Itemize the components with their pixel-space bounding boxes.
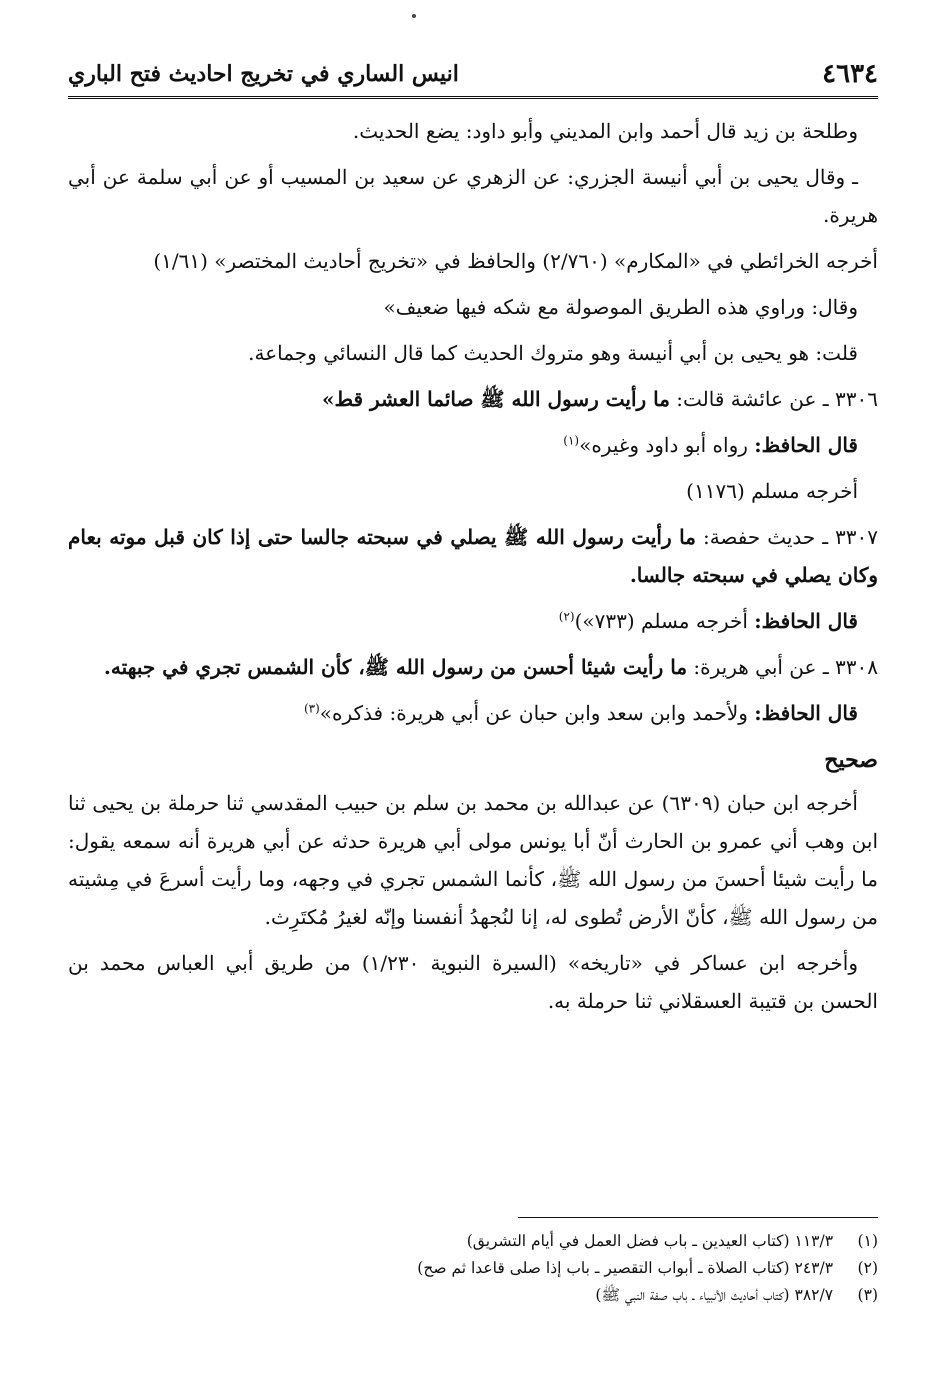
book-title: انيس الساري في تخريج احاديث فتح الباري: [68, 61, 459, 87]
footnote-number: (٢): [857, 1259, 878, 1278]
hadith-intro: ٣٣٠٦ ـ عن عائشة قالت:: [676, 387, 878, 411]
footnotes: [300, 1228, 878, 1309]
hafiz-label: قال الحافظ:: [754, 701, 858, 725]
footnote-ref: (٢): [558, 609, 575, 624]
footnote-text: ١١٣/٣ (كتاب العيدين ـ باب فضل العمل في أيام التشريق): [466, 1232, 834, 1250]
takhrij-line: أخرجه مسلم (١١٧٦): [686, 479, 858, 503]
footnote-number: (٣): [857, 1286, 878, 1305]
hafiz-text: رواه أبو داود وغيره»: [579, 433, 748, 457]
footnote: [300, 1255, 878, 1282]
footnote-ref: (١): [563, 433, 580, 448]
paragraph: قلت: هو يحيى بن أبي أنيسة وهو متروك الحديث كما قال النسائي وجماعة.: [248, 341, 858, 365]
takhrij-paragraph: وأخرجه ابن عساكر في «تاريخه» (السيرة النبوية ١/٢٣٠) من طريق أبي العباس محمد بن الحسن بن قتيبة العسقلاني ثنا حرملة به.: [68, 950, 878, 1013]
paragraph: أخرجه الخرائطي في «المكارم» (٢/٧٦٠) والحافظ في «تخريج أحاديث المختصر» (١/٦١): [153, 249, 878, 273]
paragraph: وقال: وراوي هذه الطريق الموصولة مع شكه فيها ضعيف»: [383, 295, 858, 319]
hafiz-text: ولأحمد وابن سعد وابن حبان عن أبي هريرة: فذكره»: [319, 701, 748, 725]
hafiz-label: قال الحافظ:: [754, 609, 858, 633]
hafiz-label: قال الحافظ:: [754, 433, 858, 457]
takhrij-paragraph: أخرجه ابن حبان (٦٣٠٩) عن عبدالله بن محمد بن سلم بن حبيب المقدسي ثنا حرملة بن يحيى ثنا ابن وهب أني عمرو بن الحارث أنّ أبا يونس مولى أبي هريرة حدثه عن أبي هريرة أنه سمعه يقول: ما رأيت شيئا أحسنَ من رسول الله ﷺ، كأنما الشمس تجري في وجهه، وما رأيت أسرعَ في مِشيته من رسول الله ﷺ، كأنّ الأرض تُطوى له، إنا لنُجهدُ أنفسنا وإنّه لغيرُ مُكتَرِث.: [68, 790, 878, 929]
hadith-3307: [68, 518, 878, 594]
hadith-intro: ٣٣٠٨ ـ عن أبي هريرة:: [693, 655, 878, 679]
hafiz-note: [68, 602, 878, 640]
hadith-text: ما رأيت رسول الله ﷺ صائما العشر قط»: [322, 387, 670, 411]
hafiz-note: [68, 694, 878, 732]
footnote-separator: [518, 1217, 878, 1218]
footnote-text: ٣٨٢/٧ (كتاب أحاديث الأنبياء ـ باب صفة النبي ﷺ): [595, 1286, 834, 1305]
paragraph: ـ وقال يحيى بن أبي أنيسة الجزري: عن الزهري عن سعيد بن المسيب أو عن أبي سلمة عن أبي هريرة.: [68, 165, 878, 227]
page-number: ٤٦٣٤: [822, 59, 878, 89]
footnote: [300, 1282, 878, 1309]
footnote: [300, 1228, 878, 1255]
hadith-3306: [68, 380, 878, 418]
hadith-intro: ٣٣٠٧ ـ حديث حفصة:: [702, 525, 878, 549]
footnote-number: (١): [857, 1232, 878, 1250]
paragraph: وطلحة بن زيد قال أحمد وابن المديني وأبو داود: يضع الحديث.: [352, 119, 858, 143]
footnote-text: ٢٤٣/٣ (كتاب الصلاة ـ أبواب التقصير ـ باب إذا صلى قاعدا ثم صح): [417, 1259, 834, 1278]
hafiz-text: أخرجه مسلم (٧٣٣»): [574, 609, 748, 633]
hadith-3308: [68, 648, 878, 686]
page-header: [68, 52, 878, 99]
main-text: [68, 112, 878, 1028]
scan-dot: [412, 14, 416, 18]
hadith-text: ما رأيت شيئا أحسن من رسول الله ﷺ، كأن الشمس تجري في جبهته.: [103, 655, 688, 679]
grading-heading: صحيح: [824, 747, 878, 773]
hafiz-note: [68, 426, 878, 464]
footnote-ref: (٣): [303, 701, 320, 716]
hadith-text: ما رأيت رسول الله ﷺ يصلي في سبحته جالسا حتى إذا كان قبل موته بعام وكان يصلي في سبحته جالسا.: [68, 525, 878, 587]
